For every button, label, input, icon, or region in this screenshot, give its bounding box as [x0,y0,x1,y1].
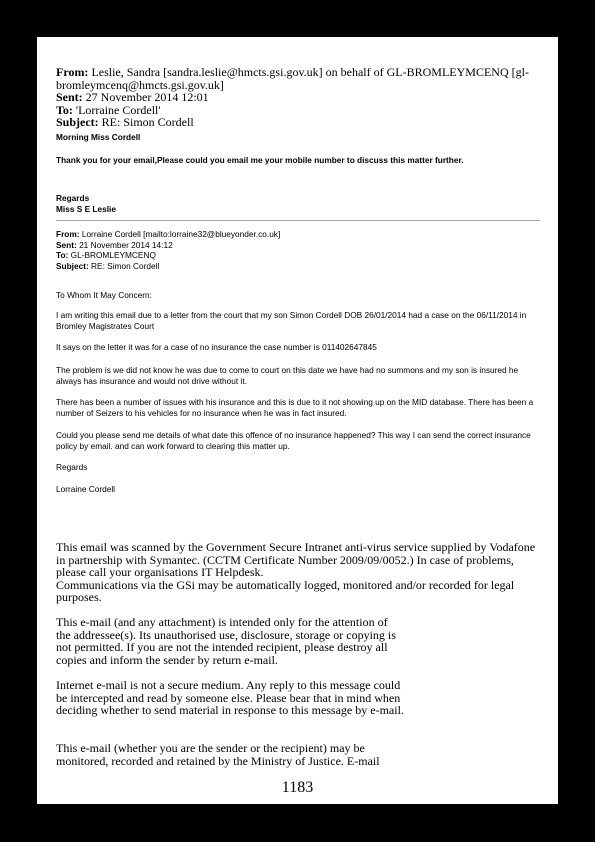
email2-from-line [56,229,536,240]
sent-label: Sent: [56,239,77,250]
internet-email-notice: Internet e-mail is not a secure medium. Any reply to this message could be intercepted and read by someone else. Please bear that in mind when deciding whether to send material in response to this message by e-mail. [56,678,404,717]
email2-paragraph-5: Could you please send me details of what date this offence of no insurance happened? This way I can send the correct insurance policy by email. and can work forward to clearing this matter up. [56,430,531,451]
sent-value: 27 November 2014 12:01 [85,90,209,104]
to-label: To: [56,250,69,260]
document-page [37,37,558,804]
page-number: 1183 [281,779,314,796]
gsi-scan-text: This email was scanned by the Government Secure Intranet anti-virus service supplied by Vodafone in partnership with Symantec. (CCTM Certificate Number 2009/09/0052.) In case of problems, please call your organisations IT Helpdesk. [56,540,536,579]
email2-header [56,229,536,271]
monitoring-notice: This e-mail (whether you are the sender or the recipient) may be monitored, recorded and retained by the Ministry of Justice. E-mail [56,741,380,768]
email2-salutation: To Whom It May Concern: [56,290,152,300]
gsi-scan-notice [56,541,546,604]
email1-header [56,66,536,129]
to-value: 'Lorraine Cordell' [75,102,161,117]
email1-regards: Regards [56,193,90,203]
email1-subject-line [56,116,536,129]
from-label: From: [56,229,80,239]
email2-paragraph-2: It says on the letter it was for a case of no insurance the case number is 011402647845 [56,342,377,352]
email1-greeting: Morning Miss Cordell [56,132,141,142]
email2-paragraph-3: The problem is we did not know he was due to come to court on this date we have had no summons and my son is insured he always has insurance and would not drive without it. [56,365,519,386]
subject-label: Subject: [56,115,99,129]
email2-regards: Regards [56,462,88,472]
subject-label: Subject: [56,260,89,271]
email2-signature: Lorraine Cordell [56,484,116,494]
sent-label: Sent: [56,90,83,104]
email2-to-line [56,250,536,261]
to-value: GL-BROMLEYMCENQ [70,250,156,260]
email2-paragraph-4: There has been a number of issues with his insurance and this is due to it not showing up on the MID database. There has been a number of Seizers to his vehicles for no insurance when he was in fact insured. [56,397,534,418]
confidentiality-notice: This e-mail (and any attachment) is intended only for the attention of the addressee(s). Its unauthorised use, disclosure, storage or copying is not permitted. If you are not the intended recipient, please destroy all copies and inform the sender by return e-mail. [56,615,396,667]
subject-value: RE: Simon Cordell [101,115,194,129]
email1-body: Thank you for your email,Please could you email me your mobile number to discuss this matter further. [56,155,464,165]
from-value: Leslie, Sandra [sandra.leslie@hmcts.gsi.gov.uk] on behalf of GL-BROMLEYMCENQ [gl-bromleymcenq@hmcts.gsi.gov.uk] [56,65,529,92]
email2-sent-line [56,240,536,251]
sent-value: 21 November 2014 14:12 [79,239,173,250]
to-label: To: [56,102,73,117]
email1-signature: Miss S E Leslie [56,204,116,214]
email2-subject-line [56,261,536,272]
from-value: Lorraine Cordell [mailto:lorraine32@blueyonder.co.uk] [81,229,281,239]
email1-from-line [56,66,536,91]
email2-paragraph-1: I am writing this email due to a letter from the court that my son Simon Cordell DOB 26/01/2014 had a case on the 06/11/2014 in Bromley Magistrates Court [56,310,527,331]
gsi-logging-text: Communications via the GSi may be automatically logged, monitored and/or recorded for legal purposes. [56,577,515,604]
separator [56,220,540,221]
from-label: From: [56,65,89,79]
subject-value: RE: Simon Cordell [91,260,160,271]
